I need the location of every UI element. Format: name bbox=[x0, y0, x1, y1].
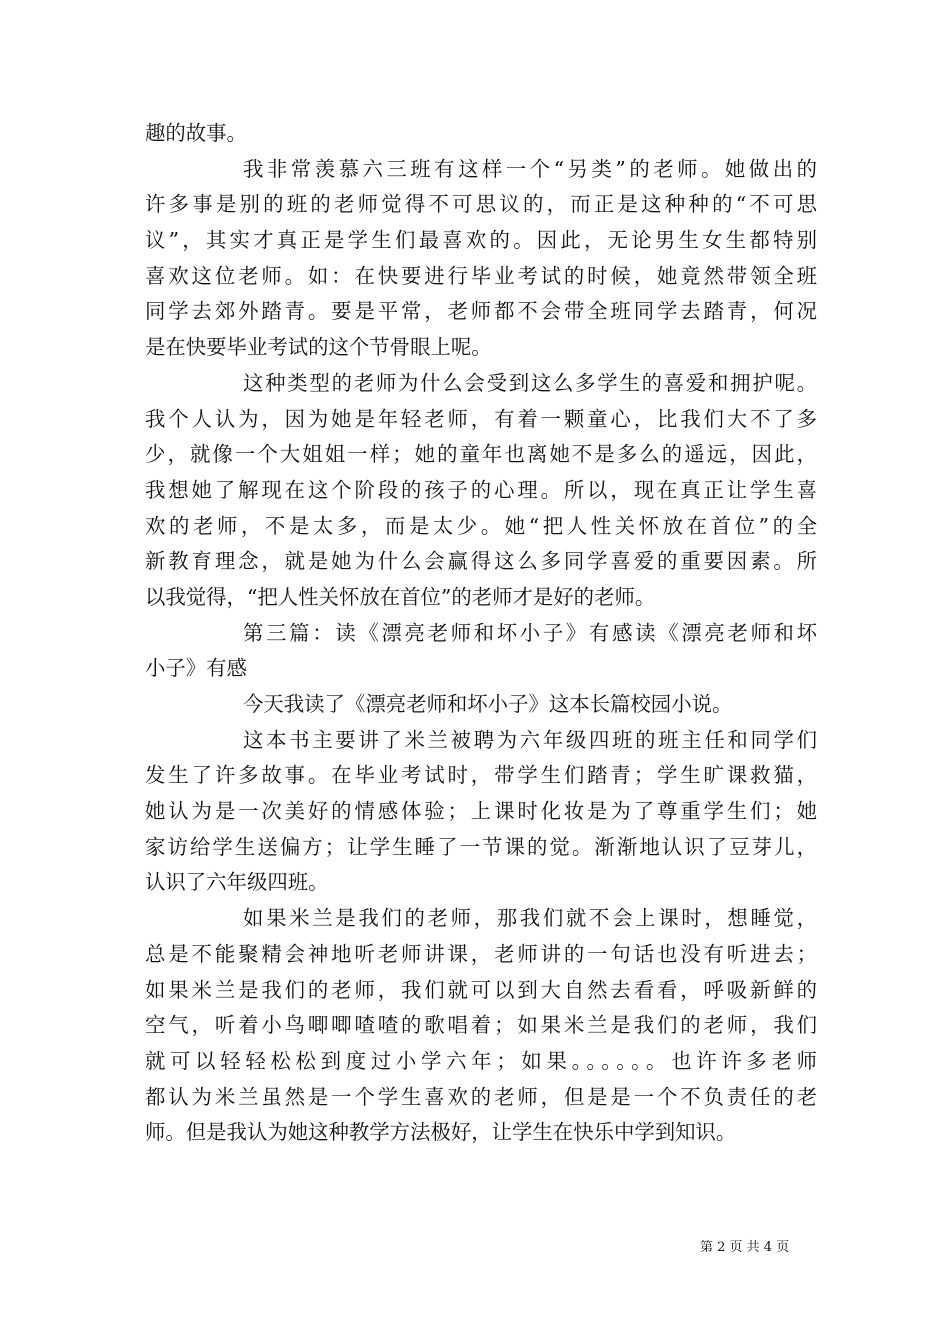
text-line: 喜欢这位老师。如：在快要进行毕业考试的时候，她竟然带领全班 bbox=[145, 263, 817, 288]
text-line: 她认为是一次美好的情感体验；上课时化妆是为了尊重学生们；她 bbox=[145, 799, 817, 824]
text-line: 就可以轻轻松松到度过小学六年；如果。。。。。。也许许多老师 bbox=[145, 1048, 817, 1073]
text-line: 发生了许多故事。在毕业考试时，带学生们踏青；学生旷课救猫， bbox=[145, 763, 817, 788]
text-line: 都认为米兰虽然是一个学生喜欢的老师，但是是一个不负责任的老 bbox=[145, 1084, 817, 1109]
text-line: 空气，听着小鸟唧唧喳喳的歌唱着；如果米兰是我们的老师，我们 bbox=[145, 1013, 817, 1038]
text-line: 家访给学生送偏方；让学生睡了一节课的觉。渐渐地认识了豆芽儿， bbox=[145, 834, 817, 859]
text-line: 同学去郊外踏青。要是平常，老师都不会带全班同学去踏青，何况 bbox=[145, 299, 817, 324]
text-line: 小子》有感 bbox=[145, 656, 247, 681]
text-line: 今天我读了《漂亮老师和坏小子》这本长篇校园小说。 bbox=[243, 692, 733, 716]
text-line: 第三篇：读《漂亮老师和坏小子》有感读《漂亮老师和坏 bbox=[243, 620, 817, 645]
text-line: 少，就像一个大姐姐一样；她的童年也离她不是多么的遥远，因此， bbox=[145, 442, 817, 467]
text-line: 如果米兰是我们的老师，我们就可以到大自然去看看，呼吸新鲜的 bbox=[145, 977, 817, 1002]
text-line: 许多事是别的班的老师觉得不可思议的，而正是这种种的“不可思 bbox=[145, 192, 817, 217]
text-line: 是在快要毕业考试的这个节骨眼上呢。 bbox=[145, 335, 492, 360]
text-line: 趣的故事。 bbox=[145, 121, 247, 145]
text-line: 我个人认为，因为她是年轻老师，有着一颗童心，比我们大不了多 bbox=[145, 406, 817, 431]
text-line: 议”，其实才真正是学生们最喜欢的。因此，无论男生女生都特别 bbox=[145, 228, 817, 253]
text-line: 总是不能聚精会神地听老师讲课，老师讲的一句话也没有听进去； bbox=[145, 941, 817, 966]
text-line: 以我觉得，“把人性关怀放在首位”的老师才是好的老师。 bbox=[145, 584, 656, 609]
body-text bbox=[145, 116, 817, 1151]
text-line: 师。但是我认为她这种教学方法极好，让学生在快乐中学到知识。 bbox=[145, 1120, 737, 1145]
text-line: 我想她了解现在这个阶段的孩子的心理。所以，现在真正让学生喜 bbox=[145, 477, 817, 502]
text-line: 新教育理念，就是她为什么会赢得这么多同学喜爱的重要因素。所 bbox=[145, 549, 817, 574]
text-line: 欢的老师，不是太多，而是太少。她“把人性关怀放在首位”的全 bbox=[145, 513, 817, 538]
text-line: 我非常羡慕六三班有这样一个“另类”的老师。她做出的 bbox=[243, 156, 817, 181]
text-line: 这种类型的老师为什么会受到这么多学生的喜爱和拥护呢。 bbox=[243, 370, 817, 395]
page-number: 第 2 页 共 4 页 bbox=[700, 1240, 790, 1255]
text-line: 如果米兰是我们的老师，那我们就不会上课时，想睡觉， bbox=[243, 906, 817, 931]
text-line: 这本书主要讲了米兰被聘为六年级四班的班主任和同学们 bbox=[243, 727, 817, 752]
text-line: 认识了六年级四班。 bbox=[145, 870, 329, 895]
